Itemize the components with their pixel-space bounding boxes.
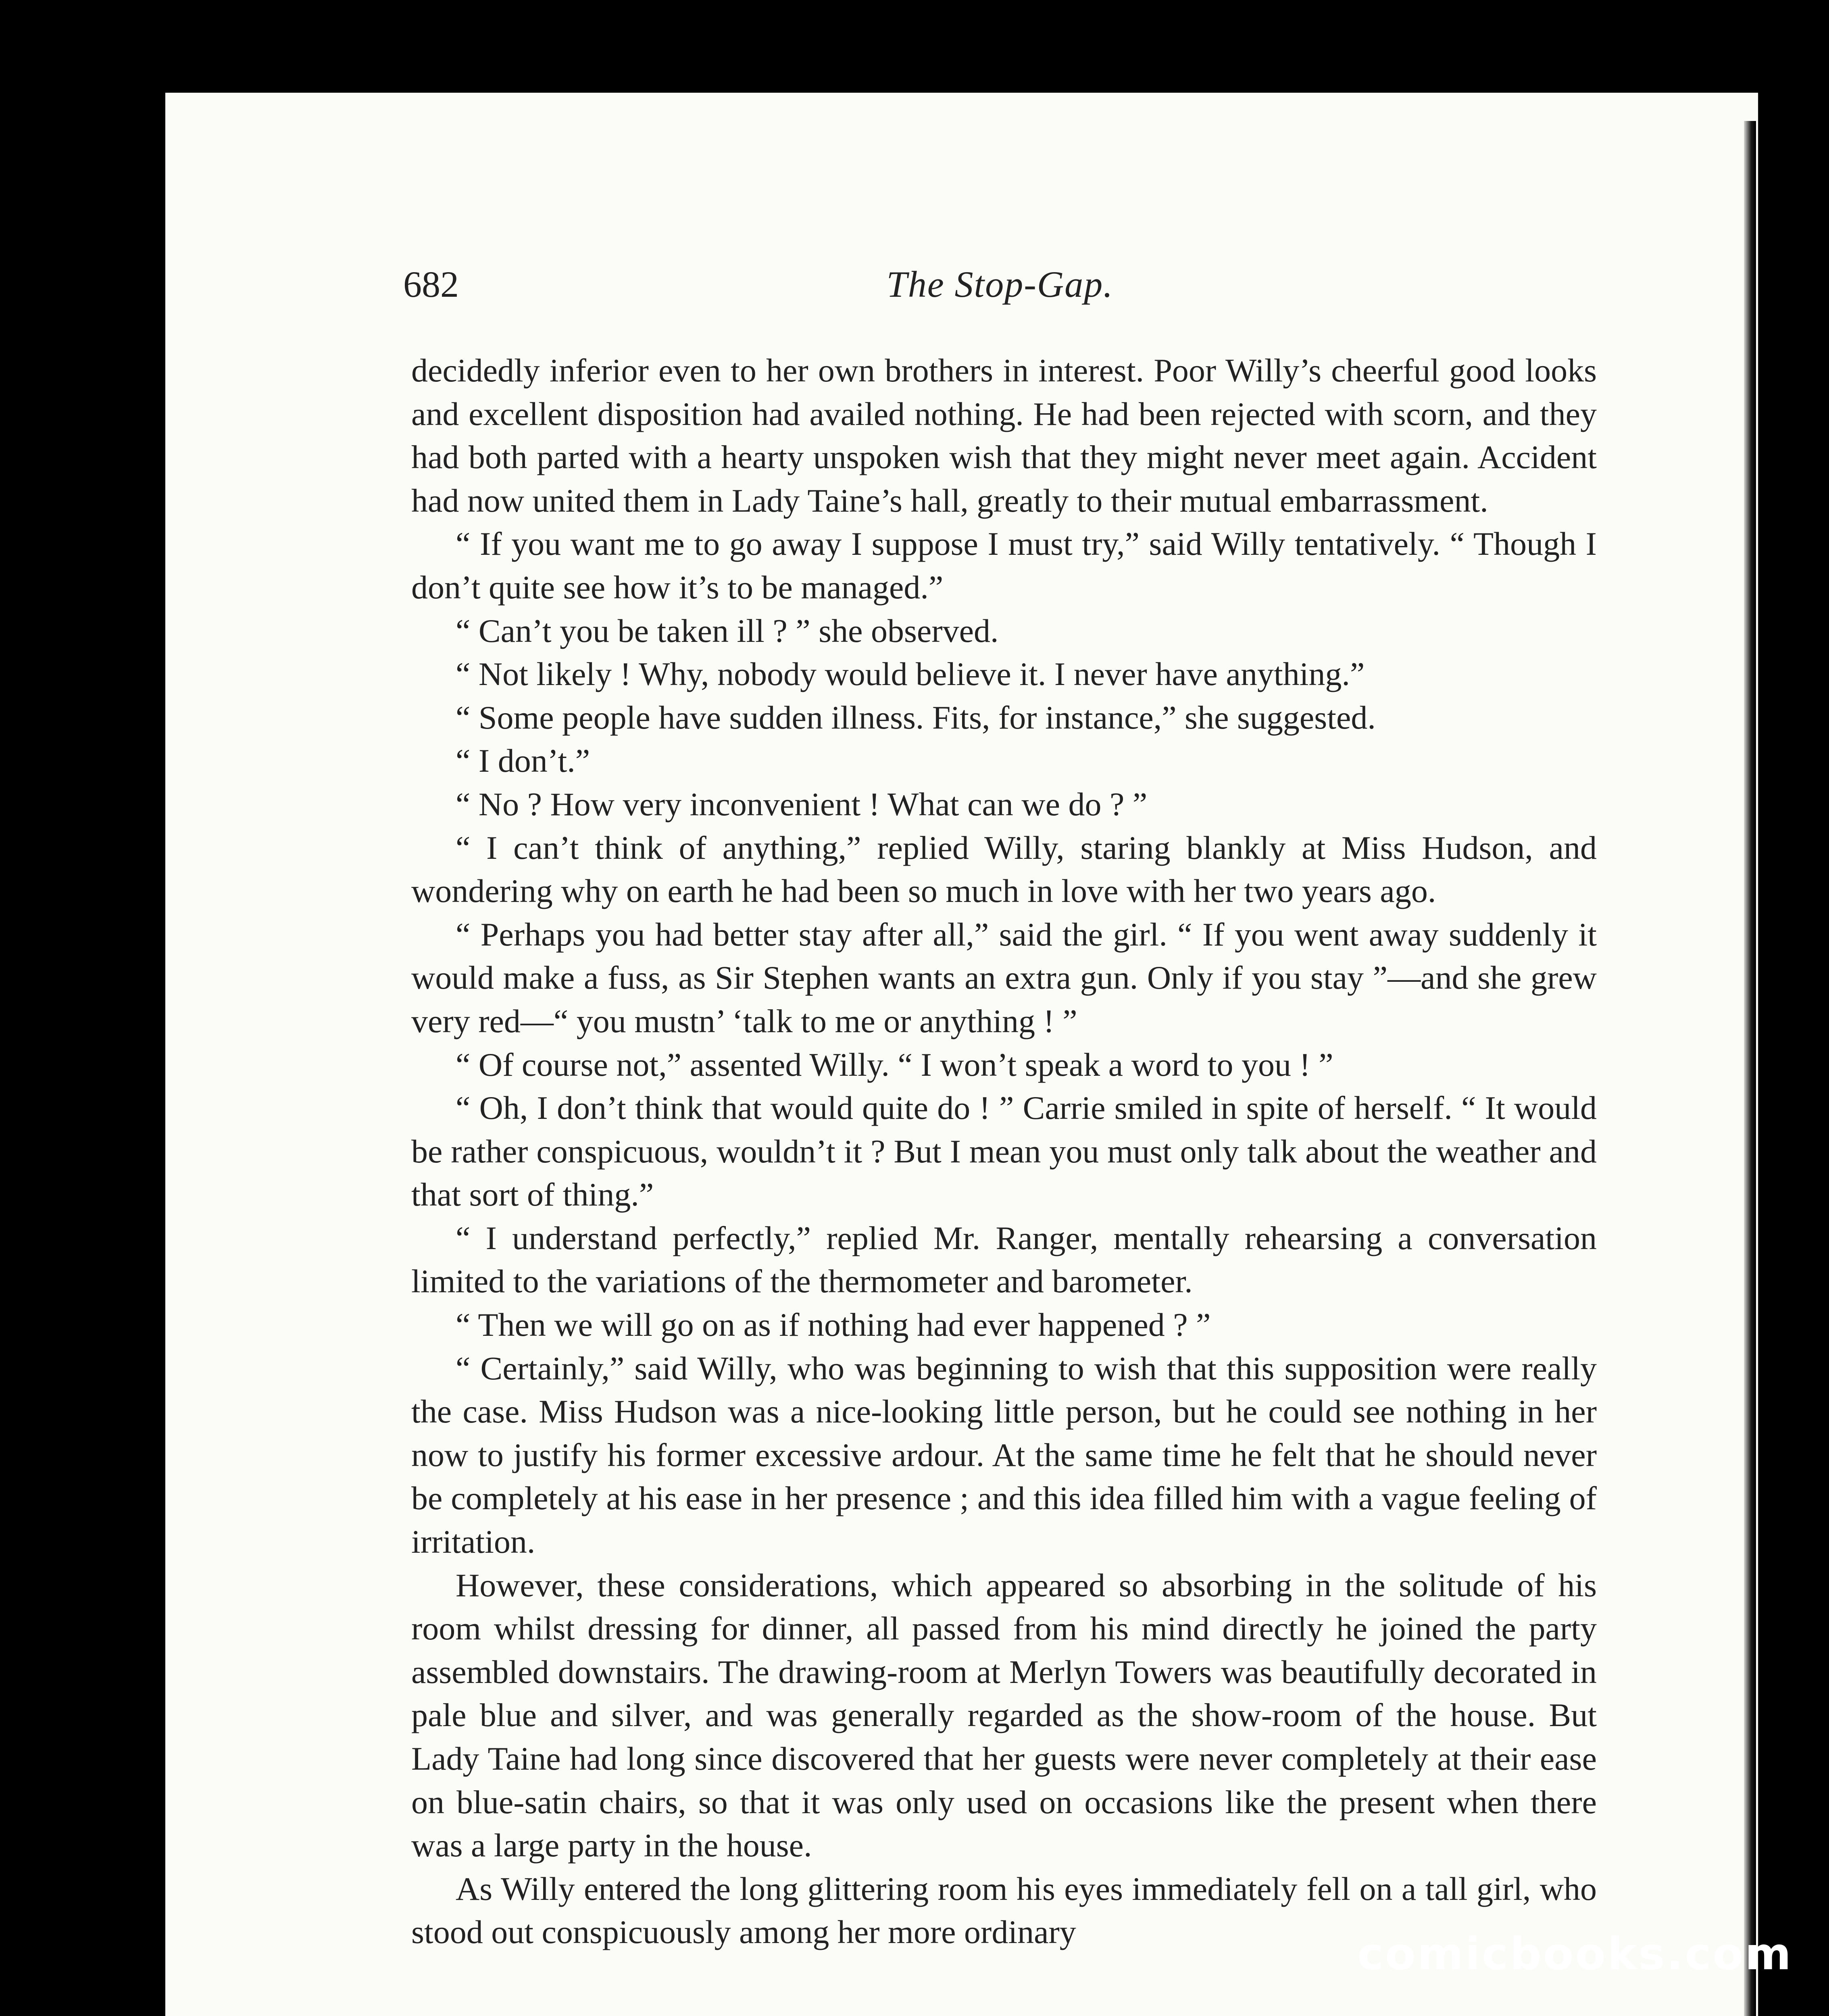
paragraph: “ Then we will go on as if nothing had ever happened ? ” bbox=[456, 1306, 1211, 1343]
page-number: 682 bbox=[403, 264, 459, 305]
paragraph: “ Certainly,” said Willy, who was beginning to wish that this supposition were really the case. Miss Hudson was a nice-looking little person, but he could see nothing in her now to justify his former excessive ardour. At the same time he felt that he should never be completely at his ease in her presence ; and this idea filled him with a vague feeling of irritation. bbox=[411, 1350, 1597, 1560]
running-head bbox=[403, 258, 1597, 310]
paragraph: “ Some people have sudden illness. Fits, for instance,” she suggested. bbox=[456, 699, 1376, 736]
paragraph: As Willy entered the long glittering room his eyes immediately fell on a tall girl, who stood out conspicuously among her more ordinary bbox=[411, 1870, 1597, 1951]
paragraph: decidedly inferior even to her own brothers in interest. Poor Willy’s cheerful good looks and excellent disposition had availed nothing. He had been rejected with scorn, and they had both parted with a hearty unspoken wish that they might never meet again. Accident had now united them in Lady Taine’s hall, greatly to their mutual embarrassment. bbox=[411, 352, 1597, 519]
book-spine-edge bbox=[1744, 121, 1756, 2016]
watermark-logo: comicbooks.com bbox=[1357, 1928, 1793, 1980]
body-text bbox=[411, 349, 1597, 1954]
paragraph: “ I don’t.” bbox=[456, 742, 590, 779]
running-title: The Stop-Gap. bbox=[886, 264, 1114, 305]
paragraph: “ Not likely ! Why, nobody would believe it. I never have anything.” bbox=[456, 656, 1365, 693]
paragraph: “ Of course not,” assented Willy. “ I won’t speak a word to you ! ” bbox=[456, 1046, 1333, 1083]
paragraph: “ Perhaps you had better stay after all,” said the girl. “ If you went away suddenly it would make a fuss, as Sir Stephen wants an extra gun. Only if you stay ”—and she grew very red—“ you mustn’ ‘talk to me or anything ! ” bbox=[411, 916, 1597, 1039]
paragraph: However, these considerations, which appeared so absorbing in the solitude of his room whilst dressing for dinner, all passed from his mind directly he joined the party assembled downstairs. The drawing-room at Merlyn Towers was beautifully decorated in pale blue and silver, and was generally regarded as the show-room of the house. But Lady Taine had long since discovered that her guests were never completely at their ease on blue-satin chairs, so that it was only used on occasions like the present when there was a large party in the house. bbox=[411, 1566, 1597, 1864]
paragraph: “ I can’t think of anything,” replied Willy, staring blankly at Miss Hudson, and wondering why on earth he had been so much in love with her two years ago. bbox=[411, 829, 1597, 910]
paragraph: “ If you want me to go away I suppose I must try,” said Willy tentatively. “ Though I don’t quite see how it’s to be managed.” bbox=[411, 525, 1597, 606]
paragraph: “ Can’t you be taken ill ? ” she observed. bbox=[456, 612, 999, 649]
paragraph: “ No ? How very inconvenient ! What can we do ? ” bbox=[456, 785, 1148, 823]
paragraph: “ I understand perfectly,” replied Mr. Ranger, mentally rehearsing a conversation limited to the variations of the thermometer and barometer. bbox=[411, 1219, 1597, 1300]
paragraph: “ Oh, I don’t think that would quite do ! ” Carrie smiled in spite of herself. “ It would be rather conspicuous, wouldn’t it ? But I mean you must only talk about the weather and that sort of thing.” bbox=[411, 1089, 1597, 1213]
